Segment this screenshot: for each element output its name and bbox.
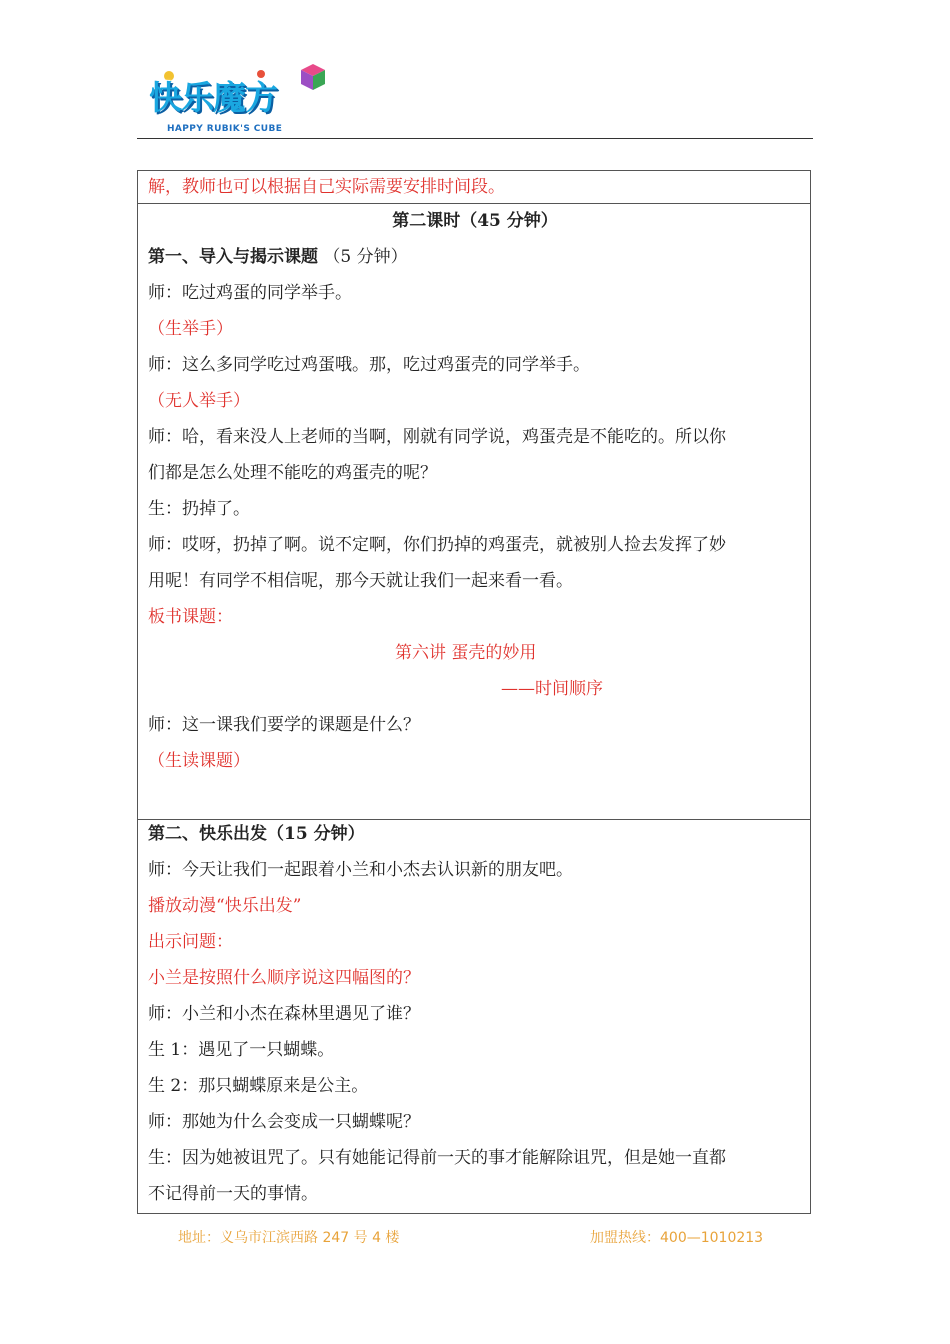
text-line: 生：因为她被诅咒了。只有她能记得前一天的事才能解除诅咒，但是她一直都: [148, 1148, 726, 1168]
table-cell-section-two: [137, 819, 811, 1214]
board-title: 第六讲 蛋壳的妙用: [395, 643, 537, 663]
text-line: （生读课题）: [148, 751, 250, 771]
footer-hotline: 加盟热线：400—1010213: [590, 1230, 764, 1246]
text-line: 师：哈，看来没人上老师的当啊，刚就有同学说，鸡蛋壳是不能吃的。所以你: [148, 427, 726, 447]
text-line: 不记得前一天的事情。: [148, 1184, 318, 1204]
table-cell-lesson-two: [137, 203, 811, 820]
section-heading: 第二、快乐出发（15 分钟）: [148, 824, 365, 844]
text-line: 解，教师也可以根据自己实际需要安排时间段。: [148, 177, 505, 197]
text-line: 小兰是按照什么顺序说这四幅图的？: [148, 968, 420, 988]
text-line: 们都是怎么处理不能吃的鸡蛋壳的呢？: [148, 463, 437, 483]
board-subtitle: ——时间顺序: [501, 679, 603, 699]
header-rule: [137, 138, 813, 139]
text-line: 生 1：遇见了一只蝴蝶。: [148, 1040, 335, 1060]
text-line: 师：这一课我们要学的课题是什么？: [148, 715, 420, 735]
text-line: 师：那她为什么会变成一只蝴蝶呢？: [148, 1112, 420, 1132]
text-line: 师：吃过鸡蛋的同学举手。: [148, 283, 352, 303]
text-line: 师：小兰和小杰在森林里遇见了谁？: [148, 1004, 420, 1024]
section-heading-text: 第一、导入与揭示课题: [148, 247, 318, 267]
logo-subtitle: HAPPY RUBIK'S CUBE: [167, 124, 283, 134]
text-line: 出示问题：: [148, 932, 233, 952]
logo-text: 快乐魔方: [149, 78, 277, 117]
lesson-title: 第二课时（45 分钟）: [392, 211, 558, 231]
page-header: [137, 62, 813, 140]
brand-logo: [143, 62, 333, 140]
text-line: 播放动漫“快乐出发”: [148, 896, 302, 916]
text-line: 板书课题：: [148, 607, 233, 627]
text-line: （生举手）: [148, 319, 233, 339]
text-line: 用呢！有同学不相信呢，那今天就让我们一起来看一看。: [148, 571, 573, 591]
text-line: 生：扔掉了。: [148, 499, 250, 519]
footer-address: 地址：义乌市江滨西路 247 号 4 楼: [178, 1230, 400, 1246]
table-cell-intro: [137, 170, 811, 204]
section-heading: [148, 246, 408, 268]
text-line: （无人举手）: [148, 391, 250, 411]
section-time: （5 分钟）: [323, 247, 408, 267]
text-line: 师：哎呀，扔掉了啊。说不定啊，你们扔掉的鸡蛋壳，就被别人捡去发挥了妙: [148, 535, 726, 555]
text-line: 生 2：那只蝴蝶原来是公主。: [148, 1076, 369, 1096]
text-line: 师：今天让我们一起跟着小兰和小杰去认识新的朋友吧。: [148, 860, 573, 880]
text-line: 师：这么多同学吃过鸡蛋哦。那，吃过鸡蛋壳的同学举手。: [148, 355, 590, 375]
